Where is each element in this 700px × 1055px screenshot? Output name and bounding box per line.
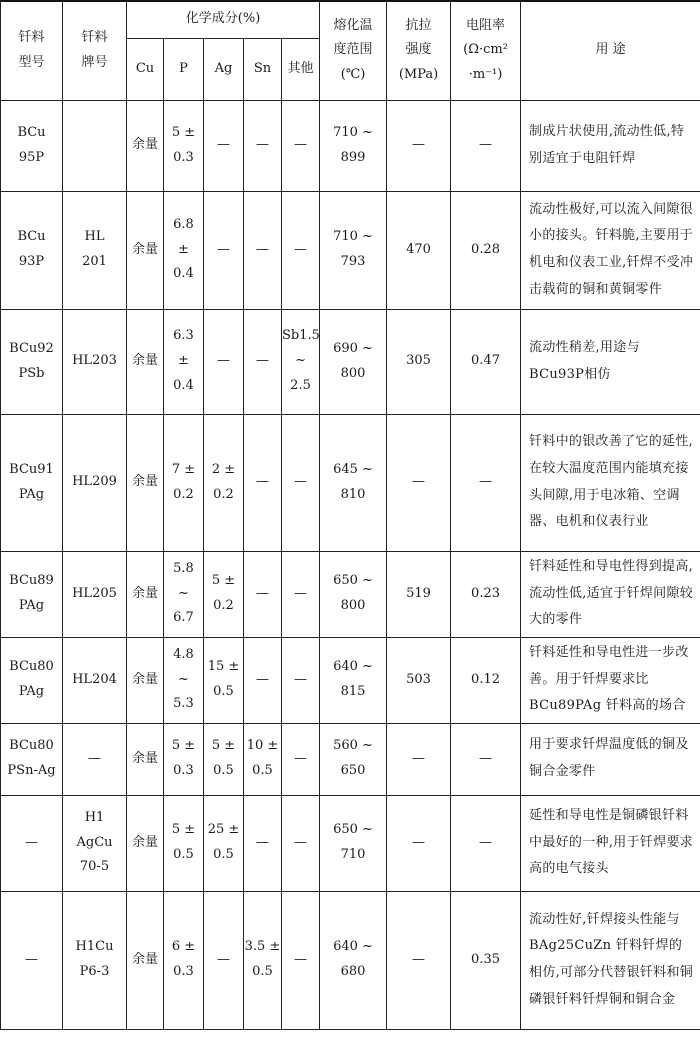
header-tensile: 抗拉 强度 (MPa) <box>387 1 451 100</box>
cell-p: 6.3 ± 0.4 <box>164 309 204 414</box>
cell-p: 5 ± 0.3 <box>164 723 204 795</box>
cell-sn: — <box>244 795 282 891</box>
header-composition: 化学成分(%) <box>127 1 320 38</box>
cell-sn: 3.5 ± 0.5 <box>244 891 282 1029</box>
cell-brand: H1 AgCu 70-5 <box>63 795 127 891</box>
cell-tensile: — <box>387 723 451 795</box>
cell-sn: — <box>244 551 282 637</box>
header-p: P <box>164 38 204 100</box>
cell-other: — <box>282 637 320 723</box>
cell-sn: — <box>244 191 282 309</box>
cell-cu: 余量 <box>127 551 164 637</box>
cell-resistivity: — <box>451 723 521 795</box>
header-use: 用 途 <box>521 1 700 100</box>
cell-p: 4.8 ~ 5.3 <box>164 637 204 723</box>
cell-model: BCu92 PSb <box>1 309 63 414</box>
header-model: 钎料 型号 <box>1 1 63 100</box>
cell-model: BCu 93P <box>1 191 63 309</box>
cell-ag: — <box>204 309 244 414</box>
table-row <box>1 795 700 891</box>
table-row <box>1 191 700 309</box>
cell-sn: — <box>244 414 282 551</box>
cell-sn: — <box>244 309 282 414</box>
cell-use: 钎料延性和导电性进一步改善。用于钎焊要求比 BCu89PAg 钎料高的场合 <box>521 637 700 723</box>
cell-tensile: 305 <box>387 309 451 414</box>
cell-cu: 余量 <box>127 309 164 414</box>
cell-other: — <box>282 891 320 1029</box>
header-cu: Cu <box>127 38 164 100</box>
header-sn: Sn <box>244 38 282 100</box>
cell-model: — <box>1 795 63 891</box>
table-row <box>1 414 700 551</box>
cell-resistivity: 0.12 <box>451 637 521 723</box>
cell-ag: 2 ± 0.2 <box>204 414 244 551</box>
cell-ag: 15 ± 0.5 <box>204 637 244 723</box>
table-row <box>1 723 700 795</box>
cell-resistivity: 0.23 <box>451 551 521 637</box>
cell-model: BCu91 PAg <box>1 414 63 551</box>
cell-tensile: — <box>387 795 451 891</box>
cell-melt: 690 ~ 800 <box>320 309 387 414</box>
cell-p: 5 ± 0.5 <box>164 795 204 891</box>
cell-cu: 余量 <box>127 891 164 1029</box>
cell-resistivity: 0.47 <box>451 309 521 414</box>
cell-cu: 余量 <box>127 637 164 723</box>
cell-tensile: — <box>387 891 451 1029</box>
table-header <box>1 1 700 100</box>
cell-use: 流动性好,钎焊接头性能与 BAg25CuZn 钎料钎焊的相仿,可部分代替银钎料和铜磷银钎料钎焊铜和铜合金 <box>521 891 700 1029</box>
cell-model: — <box>1 891 63 1029</box>
cell-p: 5.8 ~ 6.7 <box>164 551 204 637</box>
cell-melt: 560 ~ 650 <box>320 723 387 795</box>
cell-cu: 余量 <box>127 795 164 891</box>
cell-melt: 710 ~ 899 <box>320 100 387 191</box>
cell-use: 流动性稍差,用途与BCu93P相仿 <box>521 309 700 414</box>
cell-brand: HL204 <box>63 637 127 723</box>
cell-melt: 640 ~ 815 <box>320 637 387 723</box>
table-body <box>1 100 700 1029</box>
table-row <box>1 551 700 637</box>
cell-melt: 645 ~ 810 <box>320 414 387 551</box>
header-resistivity: 电阻率 (Ω·cm² ·m⁻¹) <box>451 1 521 100</box>
cell-resistivity: 0.28 <box>451 191 521 309</box>
cell-brand: HL 201 <box>63 191 127 309</box>
cell-resistivity: — <box>451 414 521 551</box>
cell-p: 7 ± 0.2 <box>164 414 204 551</box>
cell-resistivity: — <box>451 795 521 891</box>
cell-cu: 余量 <box>127 414 164 551</box>
cell-p: 5 ± 0.3 <box>164 100 204 191</box>
cell-other: — <box>282 723 320 795</box>
header-melt-range: 熔化温 度范围 (℃) <box>320 1 387 100</box>
cell-melt: 710 ~ 793 <box>320 191 387 309</box>
cell-other: Sb1.5 ~ 2.5 <box>282 309 320 414</box>
table-row <box>1 891 700 1029</box>
cell-model: BCu 95P <box>1 100 63 191</box>
cell-sn: 10 ± 0.5 <box>244 723 282 795</box>
cell-use: 用于要求钎焊温度低的铜及铜合金零件 <box>521 723 700 795</box>
cell-brand <box>63 100 127 191</box>
cell-melt: 650 ~ 800 <box>320 551 387 637</box>
cell-cu: 余量 <box>127 191 164 309</box>
cell-other: — <box>282 414 320 551</box>
cell-melt: 650 ~ 710 <box>320 795 387 891</box>
cell-model: BCu89 PAg <box>1 551 63 637</box>
cell-tensile: — <box>387 100 451 191</box>
cell-ag: — <box>204 891 244 1029</box>
cell-p: 6.8 ± 0.4 <box>164 191 204 309</box>
cell-resistivity: — <box>451 100 521 191</box>
cell-ag: 5 ± 0.2 <box>204 551 244 637</box>
cell-tensile: 503 <box>387 637 451 723</box>
cell-other: — <box>282 551 320 637</box>
cell-cu: 余量 <box>127 100 164 191</box>
cell-use: 钎料中的银改善了它的延性,在较大温度范围内能填充接头间隙,用于电冰箱、空调器、电机和仪表行业 <box>521 414 700 551</box>
cell-ag: 5 ± 0.5 <box>204 723 244 795</box>
cell-other: — <box>282 100 320 191</box>
cell-brand: — <box>63 723 127 795</box>
cell-ag: — <box>204 100 244 191</box>
header-brand: 钎料 牌号 <box>63 1 127 100</box>
cell-resistivity: 0.35 <box>451 891 521 1029</box>
cell-model: BCu80 PSn-Ag <box>1 723 63 795</box>
cell-ag: — <box>204 191 244 309</box>
cell-use: 延性和导电性是铜磷银钎料中最好的一种,用于钎焊要求高的电气接头 <box>521 795 700 891</box>
cell-ag: 25 ± 0.5 <box>204 795 244 891</box>
cell-brand: HL203 <box>63 309 127 414</box>
cell-cu: 余量 <box>127 723 164 795</box>
cell-use: 钎料延性和导电性得到提高,流动性低,适宜于钎焊间隙较大的零件 <box>521 551 700 637</box>
cell-tensile: — <box>387 414 451 551</box>
cell-brand: HL209 <box>63 414 127 551</box>
cell-tensile: 470 <box>387 191 451 309</box>
cell-melt: 640 ~ 680 <box>320 891 387 1029</box>
cell-brand: HL205 <box>63 551 127 637</box>
cell-tensile: 519 <box>387 551 451 637</box>
table-row <box>1 637 700 723</box>
cell-brand: H1Cu P6-3 <box>63 891 127 1029</box>
cell-sn: — <box>244 637 282 723</box>
table-row <box>1 100 700 191</box>
cell-use: 制成片状使用,流动性低,特别适宜于电阻钎焊 <box>521 100 700 191</box>
header-other: 其他 <box>282 38 320 100</box>
header-ag: Ag <box>204 38 244 100</box>
cell-other: — <box>282 191 320 309</box>
table-row <box>1 309 700 414</box>
cell-p: 6 ± 0.3 <box>164 891 204 1029</box>
cell-other: — <box>282 795 320 891</box>
cell-sn: — <box>244 100 282 191</box>
cell-use: 流动性极好,可以流入间隙很小的接头。钎料脆,主要用于机电和仪表工业,钎焊不受冲击载荷的铜和黄铜零件 <box>521 191 700 309</box>
cell-model: BCu80 PAg <box>1 637 63 723</box>
